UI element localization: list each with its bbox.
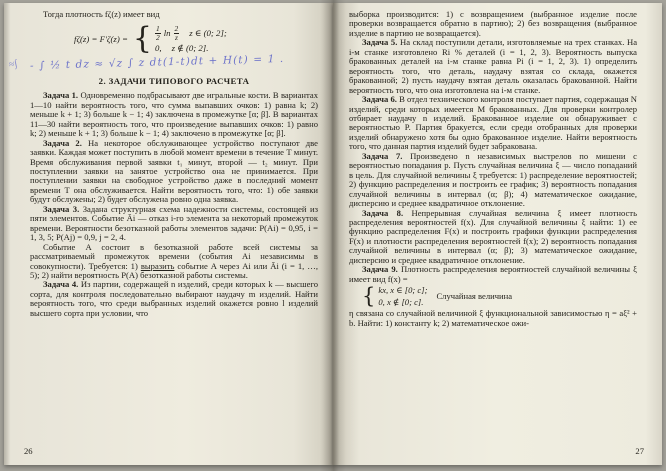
fraction-one-half <box>155 25 161 42</box>
formula-case-2: 0, x ∉ [0; c]. <box>378 296 424 307</box>
formula-case-1: kx, x ∈ [0; c]; <box>378 285 428 296</box>
task-8-text: Непрерывная случайная величина ξ имеет плотность распределения вероятностей f(x). Для случайной величины ξ найти: 1) ее функцию распределения F(x) и построить графики функции распределения F(x) и плотности распределения вероятностей f(x); 2) вероятность попадания случайной величины в интервал (α; β); 3) математическое ожидание, дисперсию и среднее квадратичное отклонение. <box>349 207 637 265</box>
left-brace-glyph: { <box>362 284 376 309</box>
task-paragraph-3 <box>30 205 318 243</box>
case-2-condition: z ∉ (0; 2]. <box>171 43 209 54</box>
task-paragraph-8 <box>349 209 637 266</box>
task-paragraph-6 <box>349 95 637 152</box>
page-number-right: 27 <box>635 446 644 456</box>
left-page <box>4 3 333 465</box>
task-2-text: На некоторое обслуживающее устройство поступают две заявки. Каждая может поступить в любой момент времени в течение T минут. Время обслуживания первой заявки t₁ минут, второй — t₂ минут. При поступлении заявки на занятое устройство она не принимается. При поступлении заявки на свободное устройство даже в последний момент времени T она обслуживается. Найти вероятность того, что: 1) обе заявки будут обслужены; 2) будет обслужена ровно одна заявка. <box>30 137 319 205</box>
right-text-column <box>349 10 637 328</box>
page-number-left: 26 <box>24 446 33 456</box>
task-paragraph-4 <box>30 280 318 318</box>
formula-lhs: fζ(z) = F′ζ(z) = <box>74 33 128 44</box>
task-3-text: Задана структурная схема надежности системы, состоящей из пяти элементов. Событие Āi — отказ i-го элемента за некоторый промежуток времени. Вероятности безотказной работы элементов задачи: P(Ai) = 0,95, i = 1, 3, 5; P(Aj) = 0,9, j = 2, 4. <box>30 203 318 243</box>
left-brace-glyph: { <box>132 21 152 57</box>
case-2-expression: 0, <box>155 43 162 54</box>
fraction-two-over-z <box>174 25 180 42</box>
right-page <box>333 3 662 465</box>
task-paragraph-5 <box>349 38 637 95</box>
task-9-label: Задача 9. <box>362 264 398 275</box>
formula-cases <box>155 25 227 53</box>
case-1-condition: z ∈ (0; 2]; <box>189 27 227 38</box>
underlined-word: выразить <box>140 260 175 271</box>
handwritten-annotation: - ∫ ½ t dz ≈ √z ∫ z dt(1-t)dt + H(t) = 1 . <box>29 53 285 73</box>
task-1-label: Задача 1. <box>43 90 79 101</box>
task-9-piecewise-formula <box>357 286 637 307</box>
task-9-outro-text: η связана со случайной величиной ξ функциональной зависимостью η = aξ² + b. Найти: 1) константу k; 2) математическое ожи- <box>349 308 637 328</box>
task-4-text: Из партии, содержащей n изделий, среди которых k — высшего сорта, для контроля последовательно выбирают наудачу m изделий. Найти вероятность того, что среди выбранных изделий окажется ровно l изделий высшего сорта при условии, что <box>30 279 318 318</box>
task-4-label: Задача 4. <box>43 279 79 290</box>
ln-operator: ln <box>163 27 171 38</box>
formula-case-1 <box>155 25 227 42</box>
task-1-text: Одновременно подбрасывают две игральные кости. В вариантах 1—10 найти вероятность того, что сумма выпавших очков: 1) равна k; 2) меньше k + 1; 3) больше k − 1; 4) заключена в промежутке [α; β]. В вариантах 11—30 найти вероятность того, что произведение выпавших очков: 1) равно k; 2) меньше k + 1; 3) больше k − 1; 4) заключено в промежутке [α; β]. <box>30 90 318 139</box>
density-intro-line: Тогда плотность fζ(z) имеет вид <box>43 9 160 19</box>
task-9-intro-text: Плотность распределения вероятностей случайной величины ξ имеет вид f(x) = <box>349 264 637 284</box>
task-9-side-text: Случайная величина <box>436 290 513 301</box>
task-5-text: На склад поступили детали, изготовляемые на трех станках. На i-м станке изготовлено Ri % деталей (i = 1, 2, 3). Вероятность выпуска бракованных деталей на i-м станке равна Pi (i = 1, 2, 3). 1) определить вероятность того, что деталь, наудачу взятая со склада, окажется бракованной; 2) пусть наудачу взятая деталь оказалась бракованной. Найти вероятность того, что она изготовлена на i-м станке. <box>349 37 638 95</box>
handwritten-margin-mark: ≈∫ <box>7 58 19 71</box>
task-2-label: Задача 2. <box>43 137 82 148</box>
task-paragraph-1 <box>30 91 318 138</box>
formula-cases <box>378 286 427 307</box>
task-5-label: Задача 5. <box>362 37 398 48</box>
fraction-numerator: 1 <box>156 24 160 34</box>
left-text-column <box>30 10 318 318</box>
fraction-denominator: z <box>174 33 178 43</box>
task-7-label: Задача 7. <box>362 150 403 161</box>
continuation-before: Событие A состоит в безотказной работе всей системы за рассматриваемый промежуток времени (события Ai независимы в совокупности). Требуется: 1) <box>30 241 318 271</box>
section-heading: 2. ЗАДАЧИ ТИПОВОГО РАСЧЕТА <box>98 75 250 86</box>
fraction-numerator: 2 <box>174 24 179 34</box>
task-4-continuation: выборка производится: 1) с возвращением (выбранное изделие после проверки возвращается обратно в партию); 2) без возвращения (выбранное изделие в партию не возвращается). <box>349 9 637 38</box>
fraction-denominator: 2 <box>156 33 160 43</box>
formula-case-2 <box>155 44 227 53</box>
task-6-text: В отдел технического контроля поступает партия, содержащая N изделий, среди которых имеется M бракованных. Для проверки контролер отбирает наудачу n изделий. Бракованное изделие он обнаруживает с вероятностью P. Партия бракуется, если среди отобранных для проверки изделий обнаружено хотя бы одно бракованное изделие. Найти вероятность того, что данная партия изделий будет забракована. <box>349 94 638 152</box>
task-8-label: Задача 8. <box>362 207 404 218</box>
task-paragraph-2 <box>30 139 318 205</box>
task-3-label: Задача 3. <box>43 203 80 214</box>
task-paragraph-7 <box>349 152 637 209</box>
task-3-continuation <box>30 243 318 281</box>
task-6-label: Задача 6. <box>362 94 397 105</box>
task-7-text: Произведено n независимых выстрелов по мишени с вероятностью попадания p. Пусть случайная величина ξ — число попаданий в цель. Для случайной величины ξ требуется: 1) распределение вероятностей; 2) функцию распределения и построить ее график; 3) вероятность попадания случайной величины в интервал (α; β); 4) математическое ожидание, дисперсию и среднее квадратичное отклонение. <box>349 150 637 209</box>
density-formula <box>74 21 318 57</box>
task-paragraph-9 <box>349 265 637 284</box>
continuation-after: событие A через Ai или Āi (i = 1, …, 5); 2) найти вероятность P(A) безотказной работы системы. <box>30 260 318 280</box>
